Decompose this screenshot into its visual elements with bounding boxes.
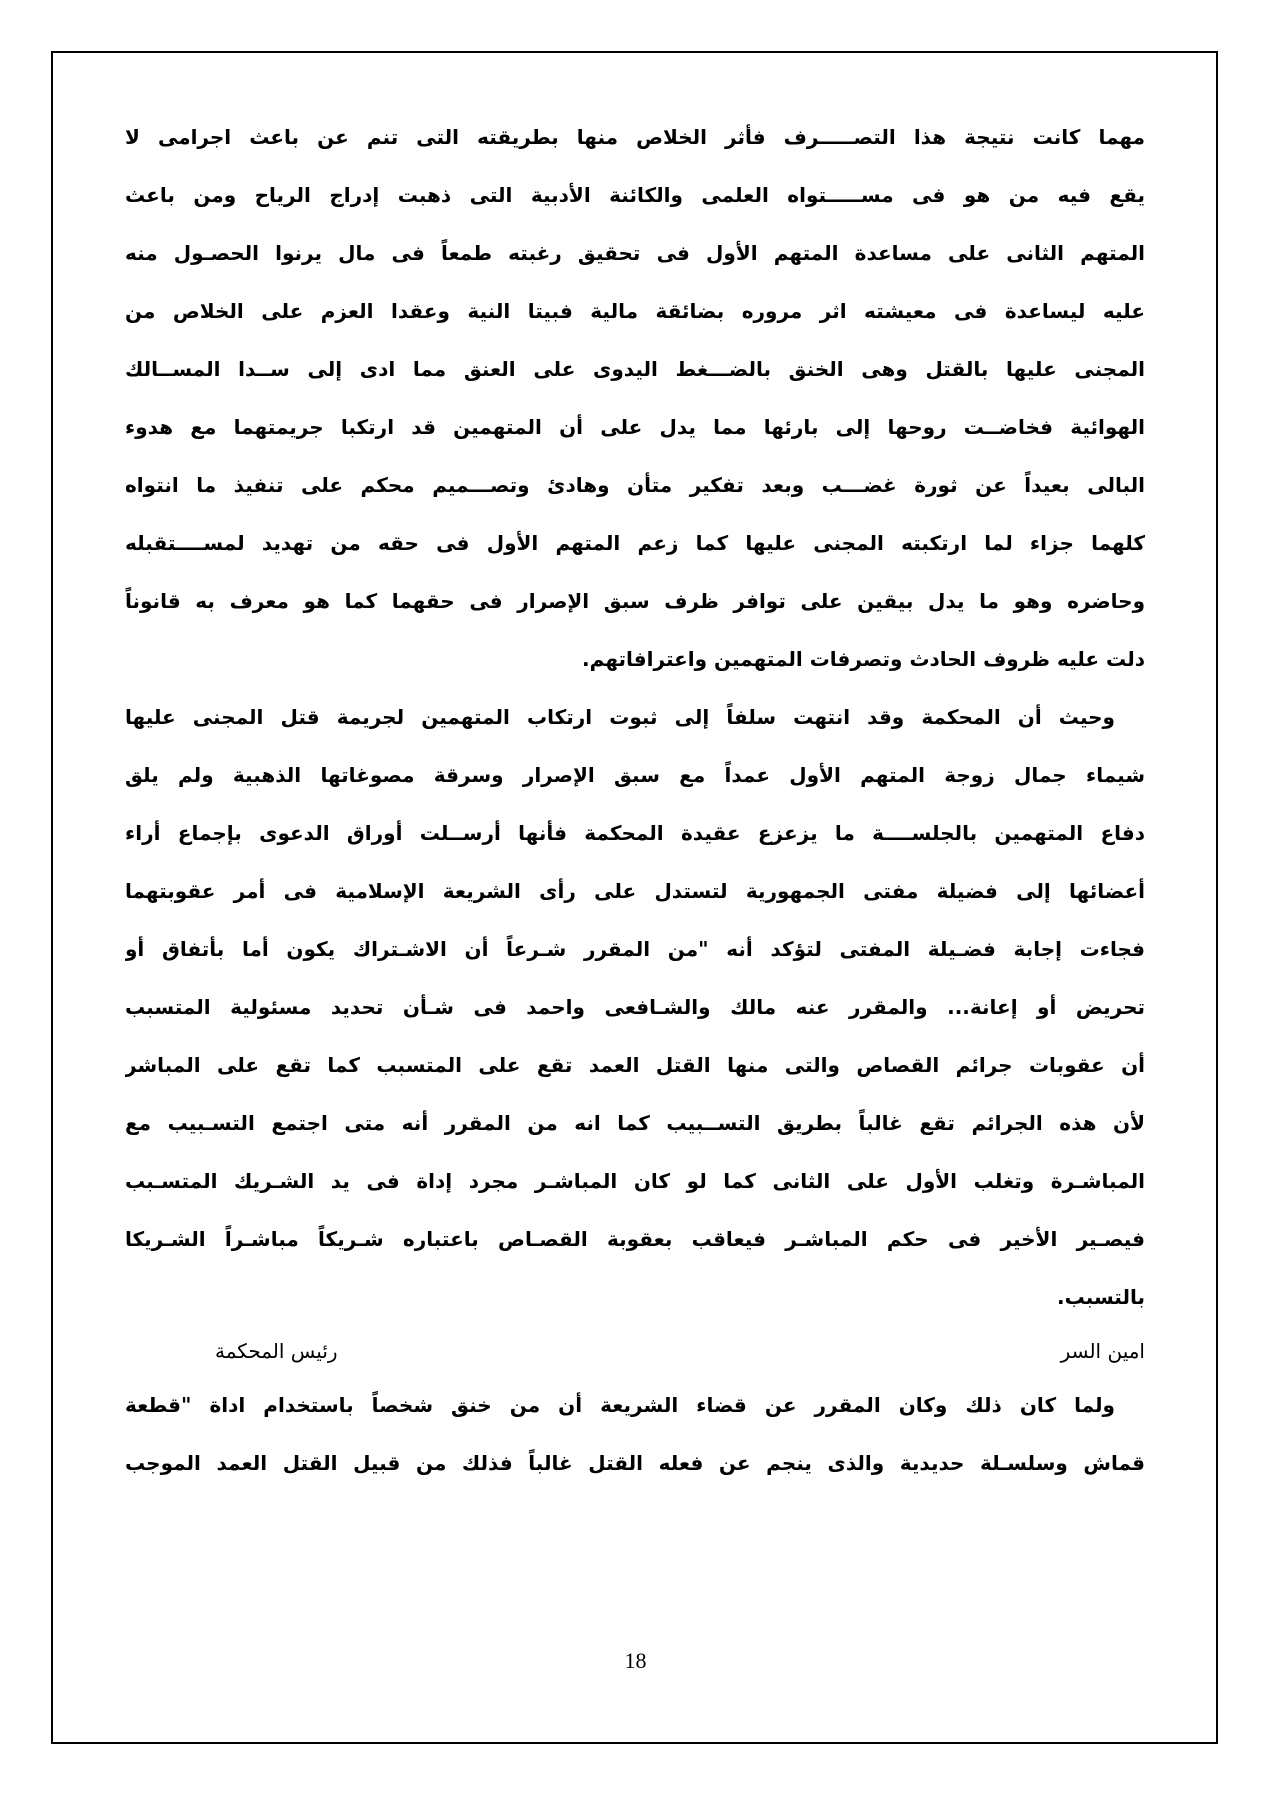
text-line: دلت عليه ظروف الحادث وتصرفات المتهمين واعترافاتهم. <box>582 647 1145 671</box>
text-line: يقع فيه من هو فى مســـــتواه العلمى والكائنة الأدبية التى ذهبت إدراج الرياح ومن باعث <box>125 183 1145 207</box>
text-line: وحيث أن المحكمة وقد انتهت سلفاً إلى ثبوت ارتكاب المتهمين لجريمة قتل المجنى عليها <box>125 705 1115 729</box>
secretary-label: امين السر <box>1060 1339 1145 1363</box>
paragraph-2 <box>125 688 1145 1326</box>
text-line: الهوائية فخاضــت روحها إلى بارئها مما يدل على أن المتهمين قد ارتكبا جريمتهما مع هدوء <box>125 415 1145 439</box>
text-line: المجنى عليها بالقتل وهى الخنق بالضـــغط اليدوى على العنق مما ادى إلى ســدا المســالك <box>125 357 1145 381</box>
text-line: دفاع المتهمين بالجلســــة ما يزعزع عقيدة المحكمة فأنها أرســلت أوراق الدعوى بإجماع أراء <box>125 821 1145 845</box>
paragraph-1 <box>125 108 1145 688</box>
text-line: أعضائها إلى فضيلة مفتى الجمهورية لتستدل على رأى الشريعة الإسلامية فى أمر عقوبتهما <box>125 879 1145 903</box>
text-line: شيماء جمال زوجة المتهم الأول عمداً مع سبق الإصرار وسرقة مصوغاتها الذهبية ولم يلق <box>125 763 1145 787</box>
text-line: عليه ليساعدة فى معيشته اثر مروره بضائقة مالية فبيتا النية وعقدا العزم على الخلاص من <box>125 299 1145 323</box>
text-line: فجاءت إجابة فضـيلة المفتى لتؤكد أنه "من المقرر شـرعاً أن الاشـتراك يكون أما بأتفاق أو <box>125 937 1145 961</box>
signature-row <box>125 1326 1145 1376</box>
text-line: البالى بعيداً عن ثورة غضـــب وبعد تفكير متأن وهادئ وتصـــميم محكم على تنفيذ ما انتواه <box>125 473 1145 497</box>
text-line: المباشـرة وتغلب الأول على الثانى كما لو كان المباشـر مجرد إداة فى يد الشـريك المتسـبب <box>125 1169 1145 1193</box>
text-line: لأن هذه الجرائم تقع غالباً بطريق التســبيب كما انه من المقرر أنه متى اجتمع التسـبيب مع <box>125 1111 1145 1135</box>
text-line: قماش وسلسـلة حديدية والذى ينجم عن فعله القتل غالباً فذلك من قبيل القتل العمد الموجب <box>125 1451 1145 1475</box>
document-body <box>125 108 1145 1492</box>
text-line: وحاضره وهو ما يدل بيقين على توافر ظرف سبق الإصرار فى حقهما كما هو معرف به قانوناً <box>125 589 1145 613</box>
text-line: أن عقوبات جرائم القصاص والتى منها القتل العمد تقع على المتسبب كما تقع على المباشر <box>125 1053 1145 1077</box>
text-line: فيصـير الأخير فى حكم المباشـر فيعاقب بعقوبة القصـاص باعتباره شـريكاً مباشـراً الشـريكا <box>125 1227 1145 1251</box>
text-line: مهما كانت نتيجة هذا التصـــــرف فأثر الخلاص منها بطريقته التى تنم عن باعث اجرامى لا <box>125 125 1145 149</box>
text-line: بالتسبب. <box>1057 1285 1145 1309</box>
court-president-label: رئيس المحكمة <box>215 1339 338 1363</box>
text-line: تحريض أو إعانة... والمقرر عنه مالك والشـافعى واحمد فى شـأن تحديد مسئولية المتسبب <box>125 995 1145 1019</box>
text-line: كلهما جزاء لما ارتكبته المجنى عليها كما زعم المتهم الأول فى حقه من تهديد لمســــتقبله <box>125 531 1145 555</box>
paragraph-3 <box>125 1376 1145 1492</box>
text-line: ولما كان ذلك وكان المقرر عن قضاء الشريعة أن من خنق شخصاً باستخدام اداة "قطعة <box>125 1393 1115 1417</box>
page-number: 18 <box>624 1648 647 1673</box>
text-line: المتهم الثانى على مساعدة المتهم الأول فى تحقيق رغبته طمعاً فى مال يرنوا الحصـول منه <box>125 241 1145 265</box>
